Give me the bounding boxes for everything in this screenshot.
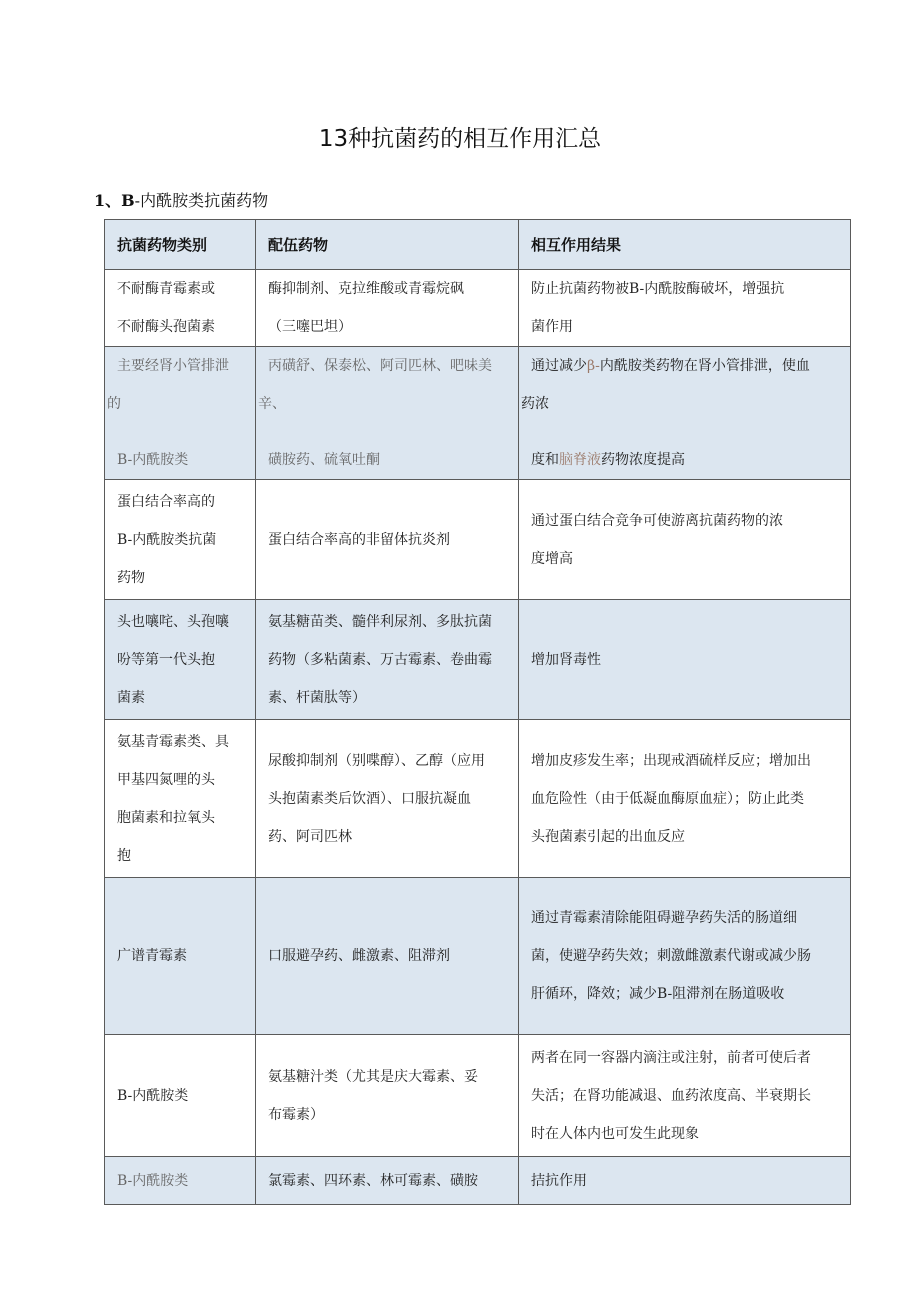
cell-drug: 氨基糖汁类（尤其是庆大霉素、妥 布霉素）	[256, 1035, 519, 1157]
table-row	[105, 270, 851, 347]
page-title: 13种抗菌药的相互作用汇总	[318, 126, 602, 152]
cell-result: 通过减少β-内酰胺类药物在肾小管排泄，使血 药浓 度和脑脊液药物浓度提高	[519, 347, 851, 480]
cell-result: 拮抗作用	[519, 1157, 851, 1205]
cell-drug: 酶抑制剂、克拉维酸或青霉烷砜 （三噻巴坦）	[256, 270, 519, 347]
table-row	[105, 878, 851, 1035]
cell-result: 增加皮疹发生率；出现戒酒硫样反应；增加出 血危险性（由于低凝血酶原血症）；防止此类 头孢菌素引起的出血反应	[519, 720, 851, 878]
cell-drug: 氨基糖苗类、髓伴利尿剂、多肽抗菌 药物（多粘菌素、万古霉素、卷曲霉 素、杆菌肽等）	[256, 600, 519, 720]
header-interaction-result: 相互作用结果	[519, 220, 851, 270]
cell-result: 增加肾毒性	[519, 600, 851, 720]
cell-class: 氨基青霉素类、具 甲基四氮哩的头 胞菌素和拉氧头 抱	[105, 720, 256, 878]
cell-drug: 丙磺舒、保泰松、阿司匹林、吧味美 辛、 磺胺药、硫氧吐酮	[256, 347, 519, 480]
cell-class: 蛋白结合率高的 B-内酰胺类抗菌 药物	[105, 480, 256, 600]
section-heading: 1、B-内酰胺类抗菌药物	[94, 191, 269, 210]
cell-result: 两者在同一容器内滴注或注射，前者可使后者 失活；在肾功能减退、血药浓度高、半衰期长 时在人体内也可发生此现象	[519, 1035, 851, 1157]
header-antibiotic-class: 抗菌药物类别	[105, 220, 256, 270]
cell-class: B-内酰胺类	[105, 1035, 256, 1157]
cell-class: B-内酰胺类	[105, 1157, 256, 1205]
cell-drug: 口服避孕药、雌激素、阻滞剂	[256, 878, 519, 1035]
cell-drug: 氯霉素、四环素、林可霉素、磺胺	[256, 1157, 519, 1205]
cell-result: 通过青霉素清除能阻碍避孕药失活的肠道细 菌，使避孕药失效；刺激雌激素代谢或减少肠 肝循环，降效；减少B-阻滞剂在肠道吸收	[519, 878, 851, 1035]
table-row	[105, 480, 851, 600]
cell-result: 通过蛋白结合竞争可使游离抗菌药物的浓 度增高	[519, 480, 851, 600]
table-header-row	[105, 220, 851, 270]
header-combined-drug: 配伍药物	[256, 220, 519, 270]
table-row	[105, 1157, 851, 1205]
interaction-table	[104, 219, 851, 1205]
cell-drug: 尿酸抑制剂（别喋醇）、乙醇（应用 头抱菌素类后饮酒）、口服抗凝血 药、阿司匹林	[256, 720, 519, 878]
table-row	[105, 600, 851, 720]
table-row	[105, 347, 851, 480]
cell-class: 主要经肾小管排泄 的 B-内酰胺类	[105, 347, 256, 480]
cell-result: 防止抗菌药物被B-内酰胺酶破坏，增强抗 菌作用	[519, 270, 851, 347]
table-row	[105, 720, 851, 878]
cell-class: 广谱青霉素	[105, 878, 256, 1035]
cell-drug: 蛋白结合率高的非留体抗炎剂	[256, 480, 519, 600]
cell-class: 不耐酶青霉素或 不耐酶头孢菌素	[105, 270, 256, 347]
cell-class: 头也嚷咤、头孢嚷 吩等第一代头抱 菌素	[105, 600, 256, 720]
table-row	[105, 1035, 851, 1157]
